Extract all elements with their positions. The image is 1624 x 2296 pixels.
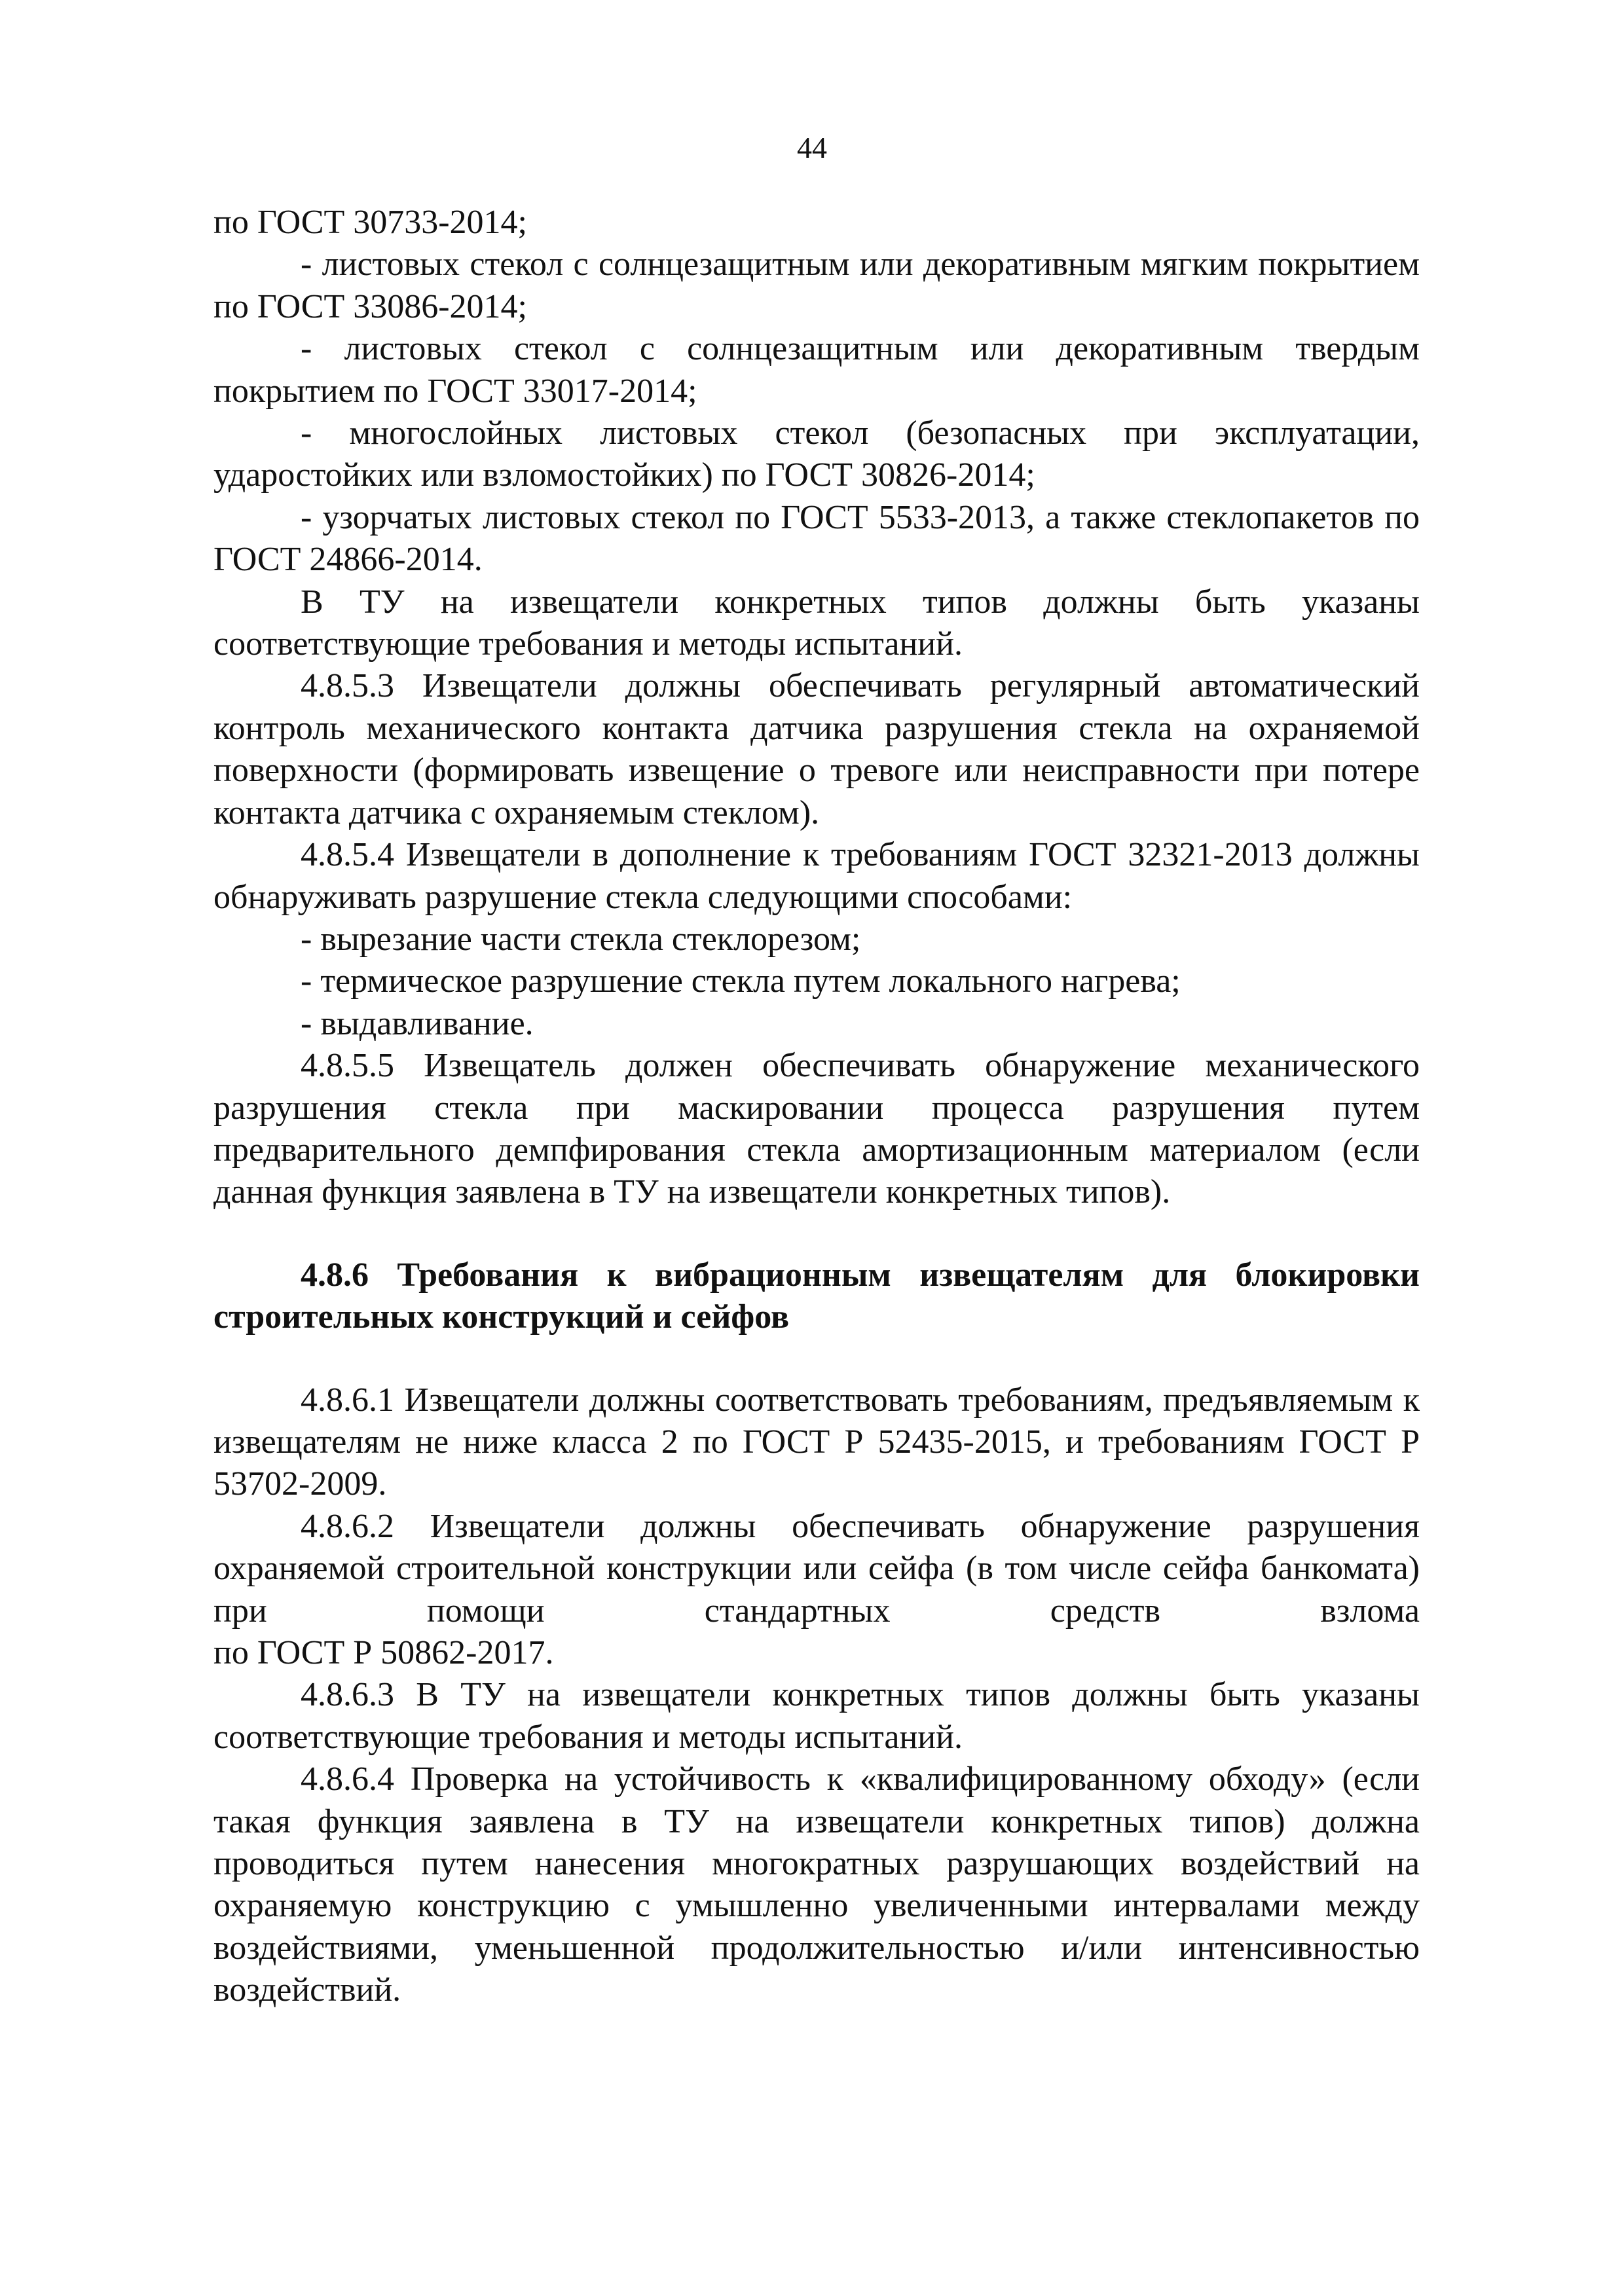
section-heading-4-8-6: 4.8.6 Требования к вибрационным извещателям для блокировки строительных конструкций и сейфов [213, 1256, 1420, 1336]
paragraph-continuation-gost-30733: по ГОСТ 30733-2014; [213, 204, 527, 241]
paragraph-tu-requirements: В ТУ на извещатели конкретных типов должны быть указаны соответствующие требования и методы испытаний. [213, 583, 1420, 663]
clause-4-8-6-1: 4.8.6.1 Извещатели должны соответствовать требованиям, предъявляемым к извещателям не ниже класса 2 по ГОСТ Р 52435-2015, и требованиям ГОСТ Р 53702-2009. [213, 1381, 1420, 1503]
list-item-glass-cutting: - вырезание части стекла стеклорезом; [301, 920, 861, 958]
clause-4-8-6-2-continuation: по ГОСТ Р 50862-2017. [213, 1634, 554, 1671]
clause-4-8-5-4: 4.8.5.4 Извещатели в дополнение к требованиям ГОСТ 32321-2013 должны обнаруживать разрушение стекла следующими способами: [213, 836, 1420, 916]
page-number: 44 [797, 131, 827, 164]
list-item-pressing-out: - выдавливание. [301, 1004, 534, 1042]
list-item-soft-coated-glass: - листовых стекол с солнцезащитным или декоративным мягким покрытием по ГОСТ 33086-2014; [213, 246, 1420, 325]
list-item-laminated-glass: - многослойных листовых стекол (безопасных при эксплуатации, ударостойких или взломостойких) по ГОСТ 30826-2014; [213, 414, 1420, 494]
list-item-thermal-destruction: - термическое разрушение стекла путем локального нагрева; [301, 962, 1181, 1000]
list-item-hard-coated-glass: - листовых стекол с солнцезащитным или декоративным твердым покрытием по ГОСТ 33017-2014; [213, 330, 1420, 410]
clause-4-8-5-3: 4.8.5.3 Извещатели должны обеспечивать регулярный автоматический контроль механического контакта датчика разрушения стекла на охраняемой поверхности (формировать извещение о тревоге или неисправности при потере контакта датчика с охраняемым стеклом). [213, 667, 1420, 831]
list-item-patterned-glass: - узорчатых листовых стекол по ГОСТ 5533-2013, а также стеклопакетов по ГОСТ 24866-2014. [213, 498, 1420, 579]
clause-4-8-5-5: 4.8.5.5 Извещатель должен обеспечивать обнаружение механического разрушения стекла при маскировании процесса разрушения путем предварительного демпфирования стекла амортизационным материалом (если данная функция заявлена в ТУ на извещатели конкретных типов). [213, 1047, 1420, 1211]
clause-4-8-6-3: 4.8.6.3 В ТУ на извещатели конкретных типов должны быть указаны соответствующие требования и методы испытаний. [213, 1676, 1420, 1756]
document-body [213, 202, 1420, 2012]
clause-4-8-6-2: 4.8.6.2 Извещатели должны обеспечивать обнаружение разрушения охраняемой строительной конструкции или сейфа (в том числе сейфа банкомата) при помощи стандартных средств взлома [213, 1507, 1420, 1630]
clause-4-8-6-4: 4.8.6.4 Проверка на устойчивость к «квалифицированному обходу» (если такая функция заявлена в ТУ на извещатели конкретных типов) должна проводиться путем нанесения многократных разрушающих воздействий на охраняемую конструкцию с умышленно увеличенными интервалами между воздействиями, уменьшенной продолжительностью и/или интенсивностью воздействий. [213, 1760, 1420, 2009]
